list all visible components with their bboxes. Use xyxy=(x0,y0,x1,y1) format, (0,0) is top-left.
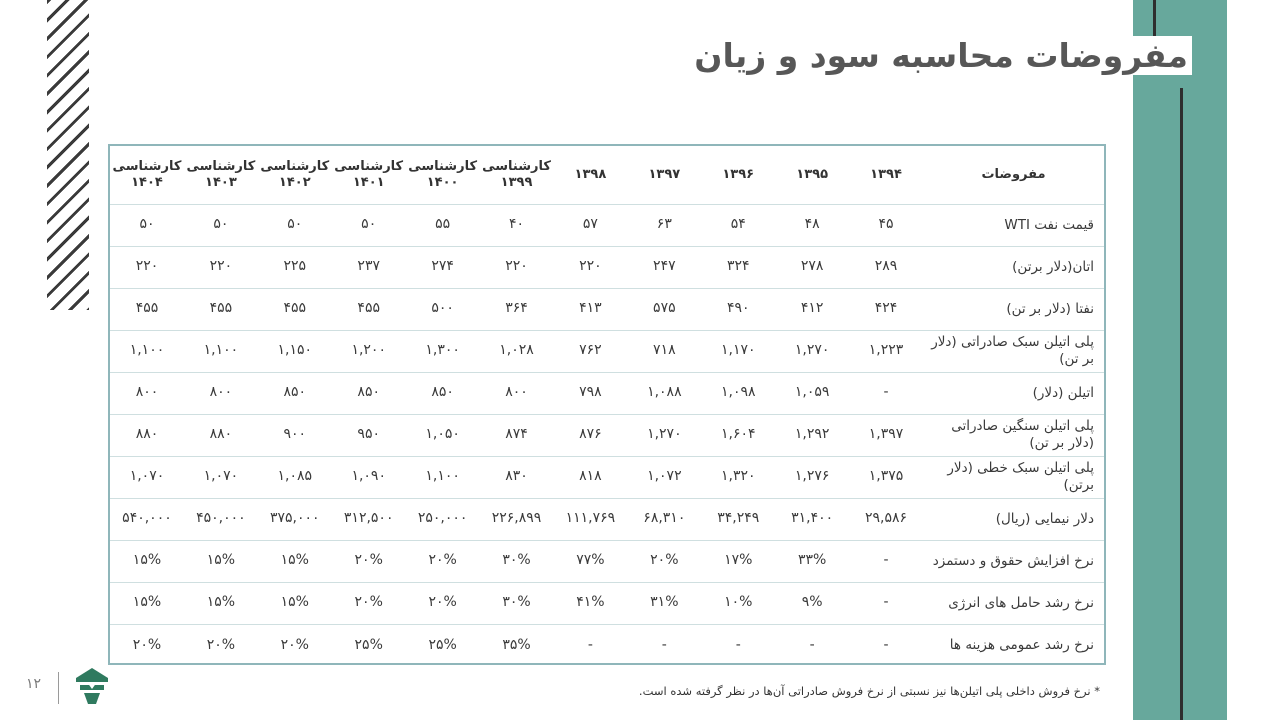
table-cell: ۸۰۰ xyxy=(480,372,554,414)
table-cell: ۷۱۸ xyxy=(627,330,701,372)
table-cell: ۳۶۴ xyxy=(480,288,554,330)
table-cell: ۵۴ xyxy=(701,204,775,246)
table-cell: ۵۷ xyxy=(553,204,627,246)
table-cell: ۳۳% xyxy=(775,540,849,582)
table-cell: ۳۷۵,۰۰۰ xyxy=(258,498,332,540)
table-cell: ۷۷% xyxy=(553,540,627,582)
company-logo-icon xyxy=(70,664,114,708)
table-cell: ۲۵% xyxy=(354,636,383,653)
table-row xyxy=(110,582,1104,624)
table-cell: ۲۰% xyxy=(406,582,480,624)
table-cell: ۱۵% xyxy=(258,582,332,624)
table-cell: ۸۱۸ xyxy=(553,456,627,498)
column-header-year: ۱۳۹۶ xyxy=(701,146,775,204)
table-cell: ۱,۳۷۵ xyxy=(849,456,923,498)
column-header-year: کارشناسی ۱۳۹۹ xyxy=(480,146,554,204)
table-cell: ۸۷۶ xyxy=(553,414,627,456)
table-cell: ۱,۰۸۸ xyxy=(627,372,701,414)
table-cell: ۵۵ xyxy=(406,204,480,246)
footnote: * نرخ فروش داخلی پلی اتیلن‌ها نیز نسبتی از نرخ فروش صادراتی آن‌ها در نظر گرفته شده است. xyxy=(638,684,1100,698)
table-cell: ۲۰% xyxy=(406,540,480,582)
table-cell: ۲۴۷ xyxy=(627,246,701,288)
table-cell: - xyxy=(661,636,667,653)
column-header-year: ۱۳۹۷ xyxy=(627,146,701,204)
column-header-year: ۱۳۹۵ xyxy=(775,146,849,204)
row-label: پلی اتیلن سبک صادراتی (دلار بر تن) xyxy=(923,330,1104,372)
table-cell: ۴۵۵ xyxy=(184,288,258,330)
table-cell: ۵۰ xyxy=(110,204,184,246)
table-cell: ۱,۰۲۸ xyxy=(480,330,554,372)
divider xyxy=(58,672,59,704)
table-cell: ۲۸۹ xyxy=(849,246,923,288)
table-cell: ۳۰% xyxy=(480,582,554,624)
table-cell: ۱,۱۰۰ xyxy=(184,330,258,372)
table-cell: ۴۵ xyxy=(849,204,923,246)
table-cell: ۸۵۰ xyxy=(406,372,480,414)
row-label: اتیلن (دلار) xyxy=(923,372,1104,414)
table-cell: ۲۷۸ xyxy=(775,246,849,288)
table-cell: ۵۰ xyxy=(332,204,406,246)
table-cell: ۲۰% xyxy=(332,582,406,624)
table-cell: ۱,۲۲۳ xyxy=(849,330,923,372)
table-cell: ۱,۶۰۴ xyxy=(701,414,775,456)
table-row xyxy=(110,414,1104,456)
table-cell: ۱,۰۸۵ xyxy=(258,456,332,498)
table-cell: ۲۰% xyxy=(332,540,406,582)
table-cell: ۱۵% xyxy=(258,540,332,582)
table-cell: ۹۵۰ xyxy=(332,414,406,456)
assumptions-table-container xyxy=(108,144,1106,665)
table-cell: ۴۱% xyxy=(553,582,627,624)
table-cell: ۱,۰۷۰ xyxy=(110,456,184,498)
table-cell: ۴۵۵ xyxy=(332,288,406,330)
table-row xyxy=(110,204,1104,246)
table-cell: ۱۵% xyxy=(184,582,258,624)
table-cell: ۵۰۰ xyxy=(406,288,480,330)
table-cell: ۲۰% xyxy=(280,636,309,653)
table-cell: ۶۸,۳۱۰ xyxy=(627,498,701,540)
table-cell: ۲۰% xyxy=(132,636,162,653)
table-cell: ۱,۳۰۰ xyxy=(406,330,480,372)
table-cell: ۴۵۵ xyxy=(258,288,332,330)
table-cell: ۳۲۴ xyxy=(701,246,775,288)
table-cell: ۱,۱۵۰ xyxy=(258,330,332,372)
table-cell: ۲۹,۵۸۶ xyxy=(849,498,923,540)
assumptions-table xyxy=(110,146,1104,666)
table-cell: ۲۲۰ xyxy=(480,246,554,288)
table-cell: ۸۰۰ xyxy=(184,372,258,414)
row-label: پلی اتیلن سبک خطی (دلار برتن) xyxy=(923,456,1104,498)
table-cell: ۱,۰۷۰ xyxy=(184,456,258,498)
table-cell: ۱۵% xyxy=(110,582,184,624)
table-cell: ۳۱,۴۰۰ xyxy=(775,498,849,540)
row-label: نرخ رشد حامل های انرژی xyxy=(923,582,1104,624)
table-cell: ۲۲۰ xyxy=(110,246,184,288)
page-title: مفروضات محاسبه سود و زیان xyxy=(690,36,1192,75)
table-cell: ۲۰% xyxy=(627,540,701,582)
table-row xyxy=(110,372,1104,414)
table-header-row xyxy=(110,146,1104,204)
table-cell: ۳۴,۲۴۹ xyxy=(701,498,775,540)
table-cell: - xyxy=(883,636,889,653)
table-cell: - xyxy=(587,636,593,653)
table-cell: ۸۸۰ xyxy=(184,414,258,456)
table-cell: ۳۵% xyxy=(502,636,531,653)
table-cell: ۳۰% xyxy=(480,540,554,582)
table-row xyxy=(110,288,1104,330)
column-header-year: کارشناسی ۱۴۰۱ xyxy=(332,146,406,204)
decorative-hatch xyxy=(47,0,89,310)
table-cell: ۲۲۰ xyxy=(553,246,627,288)
table-cell: - xyxy=(735,636,741,653)
table-cell: ۴۹۰ xyxy=(701,288,775,330)
table-cell: ۱۵% xyxy=(110,540,184,582)
table-cell: ۱,۳۹۷ xyxy=(849,414,923,456)
table-cell: ۴۱۲ xyxy=(775,288,849,330)
table-cell: ۱,۲۰۰ xyxy=(332,330,406,372)
table-cell: ۲۵۰,۰۰۰ xyxy=(406,498,480,540)
table-cell: - xyxy=(809,636,815,653)
table-row xyxy=(110,624,1104,666)
table-row xyxy=(110,330,1104,372)
table-cell: ۸۳۰ xyxy=(480,456,554,498)
table-cell: ۱,۳۲۰ xyxy=(701,456,775,498)
row-label: قیمت نفت WTI xyxy=(923,204,1104,246)
table-cell: ۱,۱۰۰ xyxy=(110,330,184,372)
table-cell: ۸۵۰ xyxy=(258,372,332,414)
table-cell: ۱۷% xyxy=(701,540,775,582)
column-header-year: کارشناسی ۱۴۰۲ xyxy=(258,146,332,204)
table-cell: ۳۱۲,۵۰۰ xyxy=(332,498,406,540)
table-cell: ۴۸ xyxy=(775,204,849,246)
table-row xyxy=(110,246,1104,288)
row-label: اتان(دلار برتن) xyxy=(923,246,1104,288)
table-cell: ۹% xyxy=(775,582,849,624)
table-cell: ۴۵۰,۰۰۰ xyxy=(184,498,258,540)
table-cell: - xyxy=(849,582,923,624)
table-cell: ۳۱% xyxy=(627,582,701,624)
table-cell: - xyxy=(849,372,923,414)
table-cell: ۸۵۰ xyxy=(332,372,406,414)
table-cell: ۹۰۰ xyxy=(258,414,332,456)
table-cell: ۱,۲۷۰ xyxy=(775,330,849,372)
table-cell: ۴۱۳ xyxy=(553,288,627,330)
table-row xyxy=(110,498,1104,540)
table-cell: ۲۰% xyxy=(206,636,236,653)
column-header-year: کارشناسی ۱۴۰۰ xyxy=(406,146,480,204)
column-header-year: ۱۳۹۸ xyxy=(553,146,627,204)
table-cell: ۲۲۶,۸۹۹ xyxy=(480,498,554,540)
table-cell: ۲۳۷ xyxy=(332,246,406,288)
table-cell: ۱,۰۹۸ xyxy=(701,372,775,414)
table-row xyxy=(110,540,1104,582)
table-cell: ۶۳ xyxy=(627,204,701,246)
table-cell: ۲۵% xyxy=(428,636,457,653)
row-label: نرخ رشد عمومی هزینه ها xyxy=(949,636,1094,653)
table-cell: ۱,۰۷۲ xyxy=(627,456,701,498)
table-cell: ۵۷۵ xyxy=(627,288,701,330)
row-label: نرخ افزایش حقوق و دستمزد xyxy=(923,540,1104,582)
table-cell: ۱,۲۷۰ xyxy=(627,414,701,456)
table-cell: ۱,۲۹۲ xyxy=(775,414,849,456)
table-cell: ۴۲۴ xyxy=(849,288,923,330)
column-header-year: ۱۳۹۴ xyxy=(849,146,923,204)
column-header-year: کارشناسی ۱۴۰۳ xyxy=(184,146,258,204)
row-label: دلار نیمایی (ریال) xyxy=(923,498,1104,540)
table-cell: ۱,۰۹۰ xyxy=(332,456,406,498)
row-label: پلی اتیلن سنگین صادراتی (دلار بر تن) xyxy=(923,414,1104,456)
table-cell: ۲۲۰ xyxy=(184,246,258,288)
table-cell: ۱۱۱,۷۶۹ xyxy=(553,498,627,540)
table-cell: ۱۵% xyxy=(184,540,258,582)
table-cell: ۱,۲۷۶ xyxy=(775,456,849,498)
table-cell: ۱۰% xyxy=(701,582,775,624)
row-label: نفتا (دلار بر تن) xyxy=(923,288,1104,330)
table-cell: ۱,۱۰۰ xyxy=(406,456,480,498)
table-cell: ۴۰ xyxy=(480,204,554,246)
table-cell: - xyxy=(849,540,923,582)
table-cell: ۷۶۲ xyxy=(553,330,627,372)
page-number: ۱۲ xyxy=(26,676,42,692)
table-cell: ۸۸۰ xyxy=(110,414,184,456)
table-row xyxy=(110,456,1104,498)
table-cell: ۷۹۸ xyxy=(553,372,627,414)
decorative-line xyxy=(1180,88,1183,720)
table-cell: ۲۷۴ xyxy=(406,246,480,288)
table-cell: ۸۷۴ xyxy=(480,414,554,456)
table-cell: ۵۰ xyxy=(258,204,332,246)
column-header-year: کارشناسی ۱۴۰۴ xyxy=(110,146,184,204)
table-cell: ۱,۰۵۹ xyxy=(775,372,849,414)
table-cell: ۲۲۵ xyxy=(258,246,332,288)
table-cell: ۱,۰۵۰ xyxy=(406,414,480,456)
table-cell: ۵۰ xyxy=(184,204,258,246)
table-cell: ۸۰۰ xyxy=(110,372,184,414)
table-cell: ۴۵۵ xyxy=(110,288,184,330)
table-cell: ۱,۱۷۰ xyxy=(701,330,775,372)
table-cell: ۵۴۰,۰۰۰ xyxy=(110,498,184,540)
column-header-assumptions: مفروضات xyxy=(923,146,1104,204)
